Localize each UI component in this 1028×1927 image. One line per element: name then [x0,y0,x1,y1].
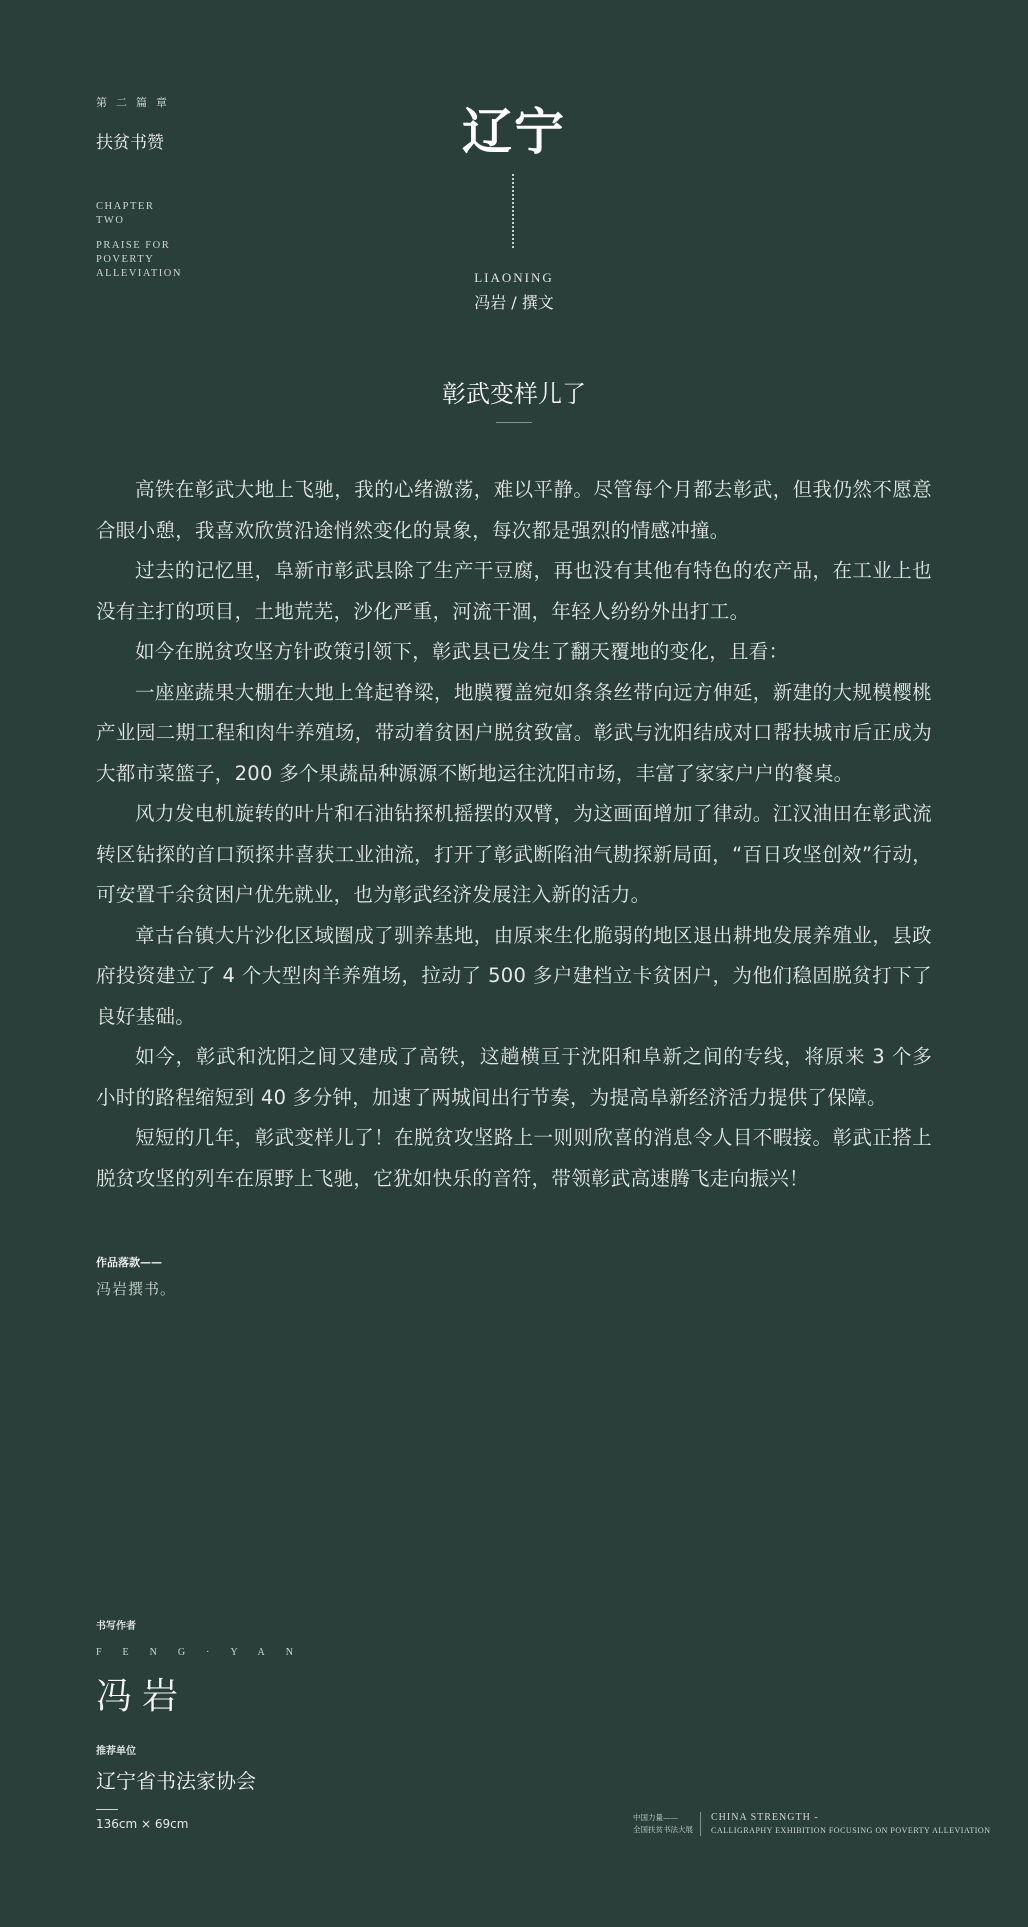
logo-divider [700,1812,701,1836]
writer-pinyin: FENG·YAN [96,1647,314,1658]
writer-name: 冯岩 [96,1676,189,1717]
praise-en-line1: PRAISE FOR [96,240,171,251]
logo-en-line1: CHINA STRENGTH - [711,1812,819,1823]
article-paragraph: 一座座蔬果大棚在大地上耸起脊梁，地膜覆盖宛如条条丝带向远方伸延，新建的大规模樱桃产业园二期工程和肉牛养殖场，带动着贫困户脱贫致富。彰武与沈阳结成对口帮扶城市后正成为大都市菜篮子，200 多个果蔬品种源源不断地运往沈阳市场，丰富了家家户户的餐桌。 [96,680,932,785]
exhibition-logo-en [711,1811,990,1837]
article-paragraph: 高铁在彰武大地上飞驰，我的心绪激荡，难以平静。尽管每个月都去彰武，但我仍然不愿意合眼小憩，我喜欢欣赏沿途悄然变化的景象，每次都是强烈的情感冲撞。 [96,478,932,542]
article-paragraph: 过去的记忆里，阜新市彰武县除了生产干豆腐，再也没有其他有特色的农产品，在工业上也没有主打的项目，土地荒芜，沙化严重，河流干涸，年轻人纷纷外出打工。 [96,559,932,623]
article-title: 彰武变样儿了 [442,380,586,408]
author-byline: 冯岩 / 撰文 [474,293,554,312]
title-divider [496,422,532,423]
recommender-label: 推荐单位 [96,1746,136,1757]
article-body [96,470,932,1199]
logo-cn-line1: 中国力量—— [633,1813,678,1822]
chapter-label: 第二篇章 [96,96,176,109]
logo-cn-line2: 全国扶贫书法大展 [633,1825,693,1834]
article-paragraph: 风力发电机旋转的叶片和石油钻探机摇摆的双臂，为这画面增加了律动。江汉油田在彰武流转区钻探的首口预探井喜获工业油流，打开了彰武断陷油气勘探新局面，“百日攻坚创效”行动，可安置千余贫困户优先就业，也为彰武经济发展注入新的活力。 [96,802,932,906]
praise-en-line2: POVERTY [96,254,155,265]
article-paragraph: 短短的几年，彰武变样儿了！在脱贫攻坚路上一则则欣喜的消息令人目不暇接。彰武正搭上脱贫攻坚的列车在原野上飞驰，它犹如快乐的音符，带领彰武高速腾飞走向振兴！ [96,1126,932,1190]
logo-en-line2: CALLIGRAPHY EXHIBITION FOCUSING ON POVERTY ALLEVIATION [711,1826,991,1835]
chapter-en-line1: CHAPTER [96,201,155,212]
size-divider [96,1809,118,1810]
article-paragraph: 如今在脱贫攻坚方针政策引领下，彰武县已发生了翻天覆地的变化，且看： [135,640,789,663]
exhibition-logo-cn [633,1812,693,1836]
article-paragraph: 章古台镇大片沙化区域圈成了驯养基地，由原来生化脆弱的地区退出耕地发展养殖业，县政府投资建立了 4 个大型肉羊养殖场，拉动了 500 多户建档立卡贫困户，为他们稳固脱贫打下了良好基础。 [96,923,932,1028]
recommender-name: 辽宁省书法家协会 [96,1769,256,1793]
dotted-divider [512,174,514,248]
praise-en [96,239,182,281]
inscription-label: 作品落款—— [96,1256,162,1269]
artwork-size: 136cm × 69cm [96,1817,189,1831]
chapter-en [96,200,154,228]
chapter-title: 扶贫书赞 [96,133,164,153]
region-en: LIAONING [474,270,554,285]
praise-en-line3: ALLEVIATION [96,268,182,279]
article-paragraph: 如今，彰武和沈阳之间又建成了高铁，这趟横亘于沈阳和阜新之间的专线，将原来 3 个多小时的路程缩短到 40 多分钟，加速了两城间出行节奏，为提高阜新经济活力提供了保障。 [96,1045,932,1109]
inscription-text: 冯岩撰书。 [96,1280,177,1298]
chapter-en-line2: TWO [96,215,125,226]
region-title: 辽宁 [462,102,566,161]
writer-label: 书写作者 [96,1621,136,1632]
